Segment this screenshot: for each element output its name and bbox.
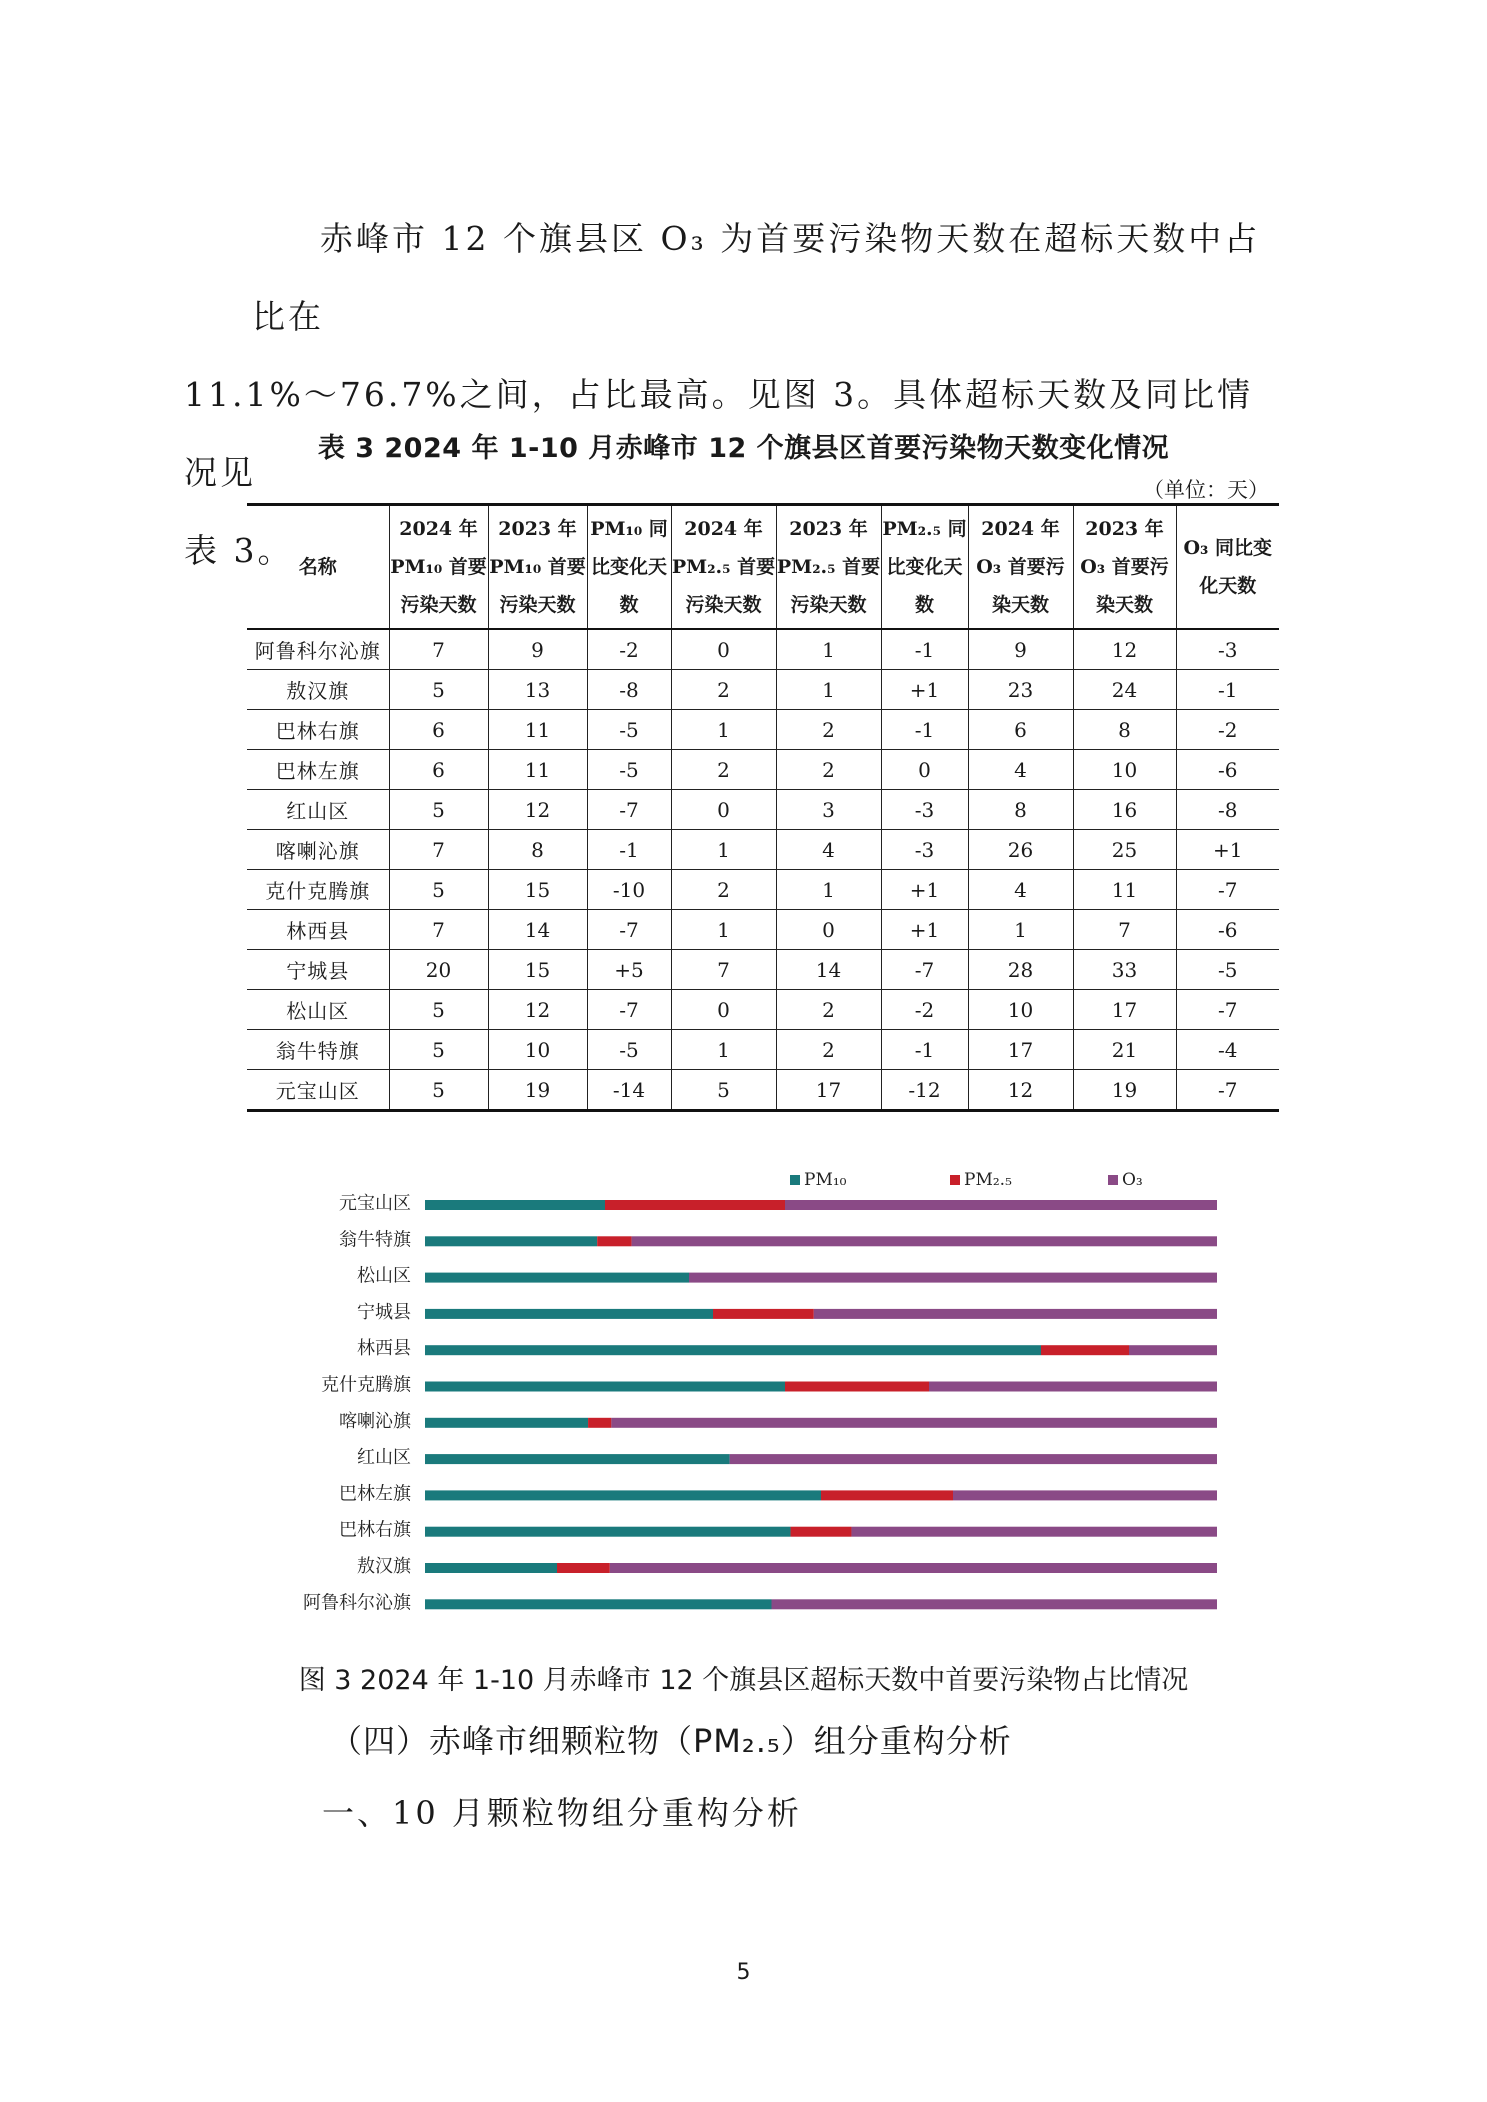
table-cell: 6 [389, 750, 488, 790]
table-header-cell: 2023 年 PM₂.₅ 首要污染天数 [776, 505, 881, 630]
table-cell: 2 [776, 990, 881, 1030]
table-cell: 2 [671, 750, 776, 790]
table-cell: 12 [968, 1070, 1073, 1111]
region-name-cell: 宁城县 [247, 950, 389, 990]
table-cell: 8 [488, 830, 587, 870]
table-header-cell: O₃ 同比变化天数 [1176, 505, 1279, 630]
bar-segment [597, 1236, 631, 1246]
table-cell: 1 [671, 710, 776, 750]
table-cell: 11 [488, 750, 587, 790]
table-cell: 1 [776, 670, 881, 710]
table-cell: 0 [776, 910, 881, 950]
bar-segment [425, 1236, 597, 1246]
category-label: 巴林右旗 [339, 1519, 411, 1541]
table-cell: -10 [587, 870, 671, 910]
legend-label: PM₂.₅ [964, 1170, 1012, 1190]
table-cell: -5 [587, 1030, 671, 1070]
table-cell: 1 [671, 1030, 776, 1070]
table-cell: -7 [881, 950, 968, 990]
table-row [247, 710, 1279, 750]
table-cell: -5 [1176, 950, 1279, 990]
table-row [247, 950, 1279, 990]
bar-segment [785, 1200, 1217, 1210]
page-number: 5 [736, 1960, 751, 1985]
table-row [247, 629, 1279, 670]
section-heading: （四）赤峰市细颗粒物（PM₂.₅）组分重构分析 [330, 1722, 1012, 1760]
table-cell: 5 [389, 790, 488, 830]
region-name-cell: 林西县 [247, 910, 389, 950]
table-cell: 10 [968, 990, 1073, 1030]
table-cell: 7 [389, 629, 488, 670]
category-label: 喀喇沁旗 [339, 1410, 411, 1432]
table-cell: -7 [587, 990, 671, 1030]
table-cell: 7 [389, 910, 488, 950]
table-header-cell: 2024 年 O₃ 首要污染天数 [968, 505, 1073, 630]
table-cell: 25 [1073, 830, 1176, 870]
bar-segment [605, 1200, 785, 1210]
table-cell: -2 [1176, 710, 1279, 750]
table-row [247, 830, 1279, 870]
table-cell: 1 [671, 830, 776, 870]
table-cell: 3 [776, 790, 881, 830]
table-cell: 1 [776, 870, 881, 910]
table-cell: -8 [587, 670, 671, 710]
table-cell: 9 [488, 629, 587, 670]
table-cell: -7 [1176, 870, 1279, 910]
table-row [247, 670, 1279, 710]
bar-segment [785, 1382, 929, 1392]
table-cell: 23 [968, 670, 1073, 710]
region-name-cell: 敖汉旗 [247, 670, 389, 710]
category-label: 阿鲁科尔沁旗 [303, 1592, 411, 1614]
category-label: 翁牛特旗 [339, 1229, 411, 1251]
table-cell: 15 [488, 950, 587, 990]
table-cell: +1 [1176, 830, 1279, 870]
table-cell: -8 [1176, 790, 1279, 830]
table-cell: -2 [881, 990, 968, 1030]
subsection-heading: 一、10 月颗粒物组分重构分析 [322, 1794, 802, 1832]
table-cell: 5 [389, 870, 488, 910]
bar-segment [632, 1236, 1217, 1246]
region-name-cell: 巴林左旗 [247, 750, 389, 790]
table-cell: 4 [968, 870, 1073, 910]
pollution-days-table [247, 503, 1279, 1112]
legend-label: PM₁₀ [804, 1170, 847, 1190]
table-body [247, 629, 1279, 1111]
category-label: 松山区 [357, 1265, 411, 1287]
table-header-cell: 名称 [247, 505, 389, 630]
table-cell: -7 [1176, 1070, 1279, 1111]
table-cell: -4 [1176, 1030, 1279, 1070]
table-cell: 11 [1073, 870, 1176, 910]
bar-segment [425, 1599, 772, 1609]
table-cell: 10 [1073, 750, 1176, 790]
bar-segment [425, 1563, 557, 1573]
table-cell: -1 [587, 830, 671, 870]
category-label: 宁城县 [357, 1301, 411, 1323]
table-cell: 5 [389, 1070, 488, 1111]
table-header-cell: 2024 年 PM₁₀ 首要污染天数 [389, 505, 488, 630]
bar-segment [425, 1490, 821, 1500]
bar-segment [425, 1345, 1041, 1355]
table-cell: 6 [968, 710, 1073, 750]
bar-segment [425, 1309, 713, 1319]
table-row [247, 1030, 1279, 1070]
region-name-cell: 元宝山区 [247, 1070, 389, 1111]
legend-swatch [950, 1175, 960, 1185]
bar-segment [713, 1309, 814, 1319]
table-unit: （单位：天） [1143, 478, 1269, 502]
region-name-cell: 喀喇沁旗 [247, 830, 389, 870]
table-cell: 12 [488, 790, 587, 830]
table-row [247, 1070, 1279, 1111]
bar-segment [929, 1382, 1217, 1392]
table-cell: 7 [671, 950, 776, 990]
region-name-cell: 克什克腾旗 [247, 870, 389, 910]
region-name-cell: 翁牛特旗 [247, 1030, 389, 1070]
bar-segment [791, 1527, 852, 1537]
table-cell: -6 [1176, 910, 1279, 950]
table-cell: 28 [968, 950, 1073, 990]
bar-segment [821, 1490, 953, 1500]
bar-segment [689, 1273, 1217, 1283]
table-cell: -1 [1176, 670, 1279, 710]
bar-segment [425, 1273, 689, 1283]
table-cell: -3 [881, 790, 968, 830]
intro-line-3: 表 3。 [184, 531, 294, 570]
table-cell: -2 [587, 629, 671, 670]
category-label: 敖汉旗 [357, 1556, 411, 1577]
table-row [247, 910, 1279, 950]
category-label: 林西县 [357, 1338, 411, 1360]
category-label: 巴林左旗 [339, 1483, 411, 1505]
table-cell: 0 [881, 750, 968, 790]
table-cell: -1 [881, 710, 968, 750]
intro-line-1: 赤峰市 12 个旗县区 O₃ 为首要污染物天数在超标天数中占比在 [252, 219, 1261, 336]
table-cell: 1 [968, 910, 1073, 950]
table-cell: 17 [776, 1070, 881, 1111]
table-cell: 11 [488, 710, 587, 750]
bar-segment [425, 1527, 791, 1537]
category-label: 克什克腾旗 [321, 1374, 411, 1396]
table-cell: -6 [1176, 750, 1279, 790]
bar-segment [425, 1418, 588, 1428]
table-cell: 33 [1073, 950, 1176, 990]
table-cell: 20 [389, 950, 488, 990]
table-cell: -3 [881, 830, 968, 870]
table-header-cell: PM₂.₅ 同比变化天数 [881, 505, 968, 630]
table-cell: 14 [488, 910, 587, 950]
table-cell: +5 [587, 950, 671, 990]
table-row [247, 990, 1279, 1030]
table-cell: 5 [389, 670, 488, 710]
table-cell: 5 [389, 1030, 488, 1070]
table-cell: 2 [776, 1030, 881, 1070]
table-cell: -1 [881, 629, 968, 670]
figure-caption: 图 3 2024 年 1-10 月赤峰市 12 个旗县区超标天数中首要污染物占比情况 [298, 1665, 1189, 1696]
table-cell: 7 [1073, 910, 1176, 950]
table-cell: 0 [671, 790, 776, 830]
bar-segment [730, 1454, 1217, 1464]
bar-segment [610, 1563, 1217, 1573]
table-cell: 0 [671, 990, 776, 1030]
region-name-cell: 红山区 [247, 790, 389, 830]
region-name-cell: 松山区 [247, 990, 389, 1030]
region-name-cell: 阿鲁科尔沁旗 [247, 629, 389, 670]
bar-segment [611, 1418, 1217, 1428]
legend-label: O₃ [1122, 1170, 1143, 1190]
table-cell: -7 [587, 790, 671, 830]
table-header-cell: 2023 年 PM₁₀ 首要污染天数 [488, 505, 587, 630]
table-cell: 19 [1073, 1070, 1176, 1111]
table-cell: 6 [389, 710, 488, 750]
table-cell: 21 [1073, 1030, 1176, 1070]
bar-segment [1041, 1345, 1129, 1355]
table-header-cell: PM₁₀ 同比变化天数 [587, 505, 671, 630]
table-cell: 14 [776, 950, 881, 990]
table-cell: 1 [671, 910, 776, 950]
category-label: 元宝山区 [339, 1193, 411, 1214]
table-cell: 0 [671, 629, 776, 670]
bar-segment [588, 1418, 611, 1428]
bar-segment [425, 1200, 605, 1210]
table-cell: 16 [1073, 790, 1176, 830]
table-cell: 19 [488, 1070, 587, 1111]
table-cell: 9 [968, 629, 1073, 670]
table-cell: -12 [881, 1070, 968, 1111]
bar-segment [425, 1382, 785, 1392]
table-cell: -3 [1176, 629, 1279, 670]
table-title: 表 3 2024 年 1-10 月赤峰市 12 个旗县区首要污染物天数变化情况 [317, 433, 1170, 464]
table-cell: -7 [587, 910, 671, 950]
table-cell: 8 [968, 790, 1073, 830]
legend-swatch [790, 1175, 800, 1185]
table-cell: 15 [488, 870, 587, 910]
bar-segment [814, 1309, 1217, 1319]
table-cell: 13 [488, 670, 587, 710]
table-cell: 1 [776, 629, 881, 670]
table-cell: 10 [488, 1030, 587, 1070]
table-cell: 17 [968, 1030, 1073, 1070]
bar-segment [425, 1454, 730, 1464]
table-row [247, 790, 1279, 830]
table-cell: -1 [881, 1030, 968, 1070]
category-label: 红山区 [357, 1447, 411, 1469]
table-cell: 12 [1073, 629, 1176, 670]
pollutant-share-chart [270, 1160, 1230, 1650]
table-cell: 4 [968, 750, 1073, 790]
table-header-cell: 2023 年 O₃ 首要污染天数 [1073, 505, 1176, 630]
table-cell: 7 [389, 830, 488, 870]
table-cell: 26 [968, 830, 1073, 870]
table-cell: 2 [776, 750, 881, 790]
bar-segment [557, 1563, 610, 1573]
table-cell: 24 [1073, 670, 1176, 710]
table-cell: 17 [1073, 990, 1176, 1030]
table-row [247, 750, 1279, 790]
region-name-cell: 巴林右旗 [247, 710, 389, 750]
table-cell: 2 [671, 670, 776, 710]
legend-swatch [1108, 1175, 1118, 1185]
intro-line-2: 11.1%～76.7%之间，占比最高。见图 3。具体超标天数及同比情况见 [184, 375, 1254, 492]
table-header-cell: 2024 年 PM₂.₅ 首要污染天数 [671, 505, 776, 630]
table-row [247, 870, 1279, 910]
table-cell: +1 [881, 870, 968, 910]
table-cell: 5 [389, 990, 488, 1030]
bar-segment [953, 1490, 1217, 1500]
bar-segment [1129, 1345, 1217, 1355]
table-header-row [247, 505, 1279, 630]
table-cell: -14 [587, 1070, 671, 1111]
table-cell: +1 [881, 670, 968, 710]
table-cell: 4 [776, 830, 881, 870]
table-cell: -5 [587, 750, 671, 790]
table-cell: 8 [1073, 710, 1176, 750]
table-cell: -7 [1176, 990, 1279, 1030]
table-cell: 2 [671, 870, 776, 910]
bar-segment [772, 1599, 1218, 1609]
table-cell: -5 [587, 710, 671, 750]
table-cell: 5 [671, 1070, 776, 1111]
table-cell: 12 [488, 990, 587, 1030]
table-cell: 2 [776, 710, 881, 750]
table-cell: +1 [881, 910, 968, 950]
bar-segment [851, 1527, 1217, 1537]
